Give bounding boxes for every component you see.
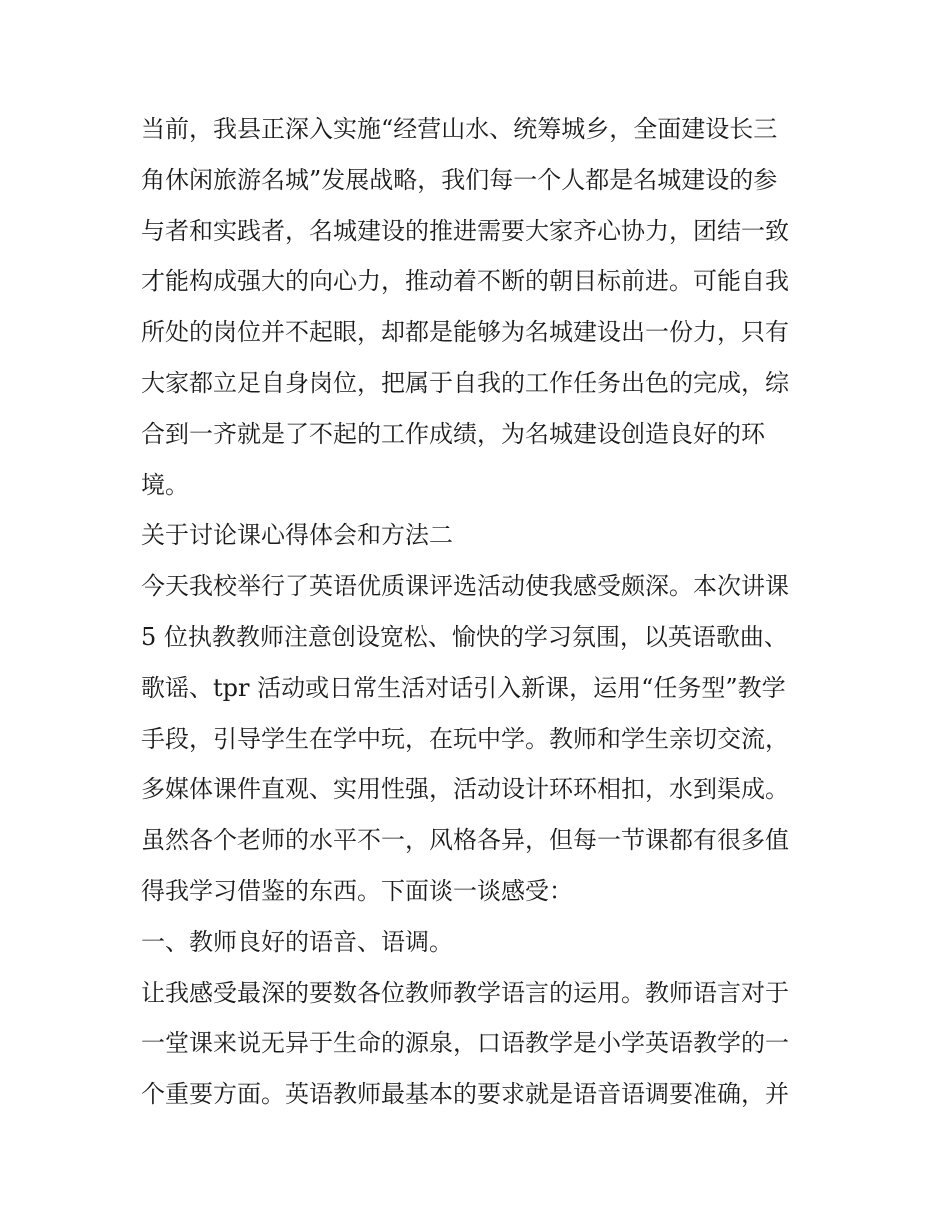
text-line: 得我学习借鉴的东西。下面谈一谈感受： <box>141 876 573 905</box>
text-line: 让我感受最深的要数各位教师教学语言的运用。教师语言对于 <box>141 978 789 1007</box>
text-line: 5 位执教教师注意创设宽松、愉快的学习氛围，以英语歌曲、 <box>141 622 788 651</box>
document-body <box>141 104 813 1120</box>
text-line: 角休闲旅游名城”发展战略，我们每一个人都是名城建设的参 <box>141 165 778 194</box>
text-line: 境。 <box>141 470 189 499</box>
text-line: 当前，我县正深入实施“经营山水、统筹城乡，全面建设长三 <box>141 115 778 143</box>
text-line: 歌谣、tpr 活动或日常生活对话引入新课，运用“任务型”教学 <box>141 673 786 702</box>
text-line: 所处的岗位并不起眼，却都是能够为名城建设出一份力，只有 <box>141 318 789 347</box>
text-line: 虽然各个老师的水平不一，风格各异，但每一节课都有很多值 <box>141 826 789 855</box>
text-line: 与者和实践者，名城建设的推进需要大家齐心协力，团结一致 <box>141 216 789 245</box>
text-line: 一堂课来说无异于生命的源泉，口语教学是小学英语教学的一 <box>141 1029 789 1058</box>
text-line: 合到一齐就是了不起的工作成绩，为名城建设创造良好的环 <box>141 419 765 448</box>
text-line: 今天我校举行了英语优质课评选活动使我感受颇深。本次讲课 <box>141 572 789 601</box>
text-line: 多媒体课件直观、实用性强，活动设计环环相扣，水到渠成。 <box>141 775 789 804</box>
subheading: 一、教师良好的语音、语调。 <box>141 927 453 956</box>
text-line: 个重要方面。英语教师最基本的要求就是语音语调要准确，并 <box>141 1080 789 1109</box>
text-line: 大家都立足自身岗位，把属于自我的工作任务出色的完成，综 <box>141 368 789 397</box>
text-line: 才能构成强大的向心力，推动着不断的朝目标前进。可能自我 <box>141 267 789 296</box>
text-line: 手段，引导学生在学中玩，在玩中学。教师和学生亲切交流， <box>141 724 789 753</box>
section-heading: 关于讨论课心得体会和方法二 <box>141 521 453 550</box>
